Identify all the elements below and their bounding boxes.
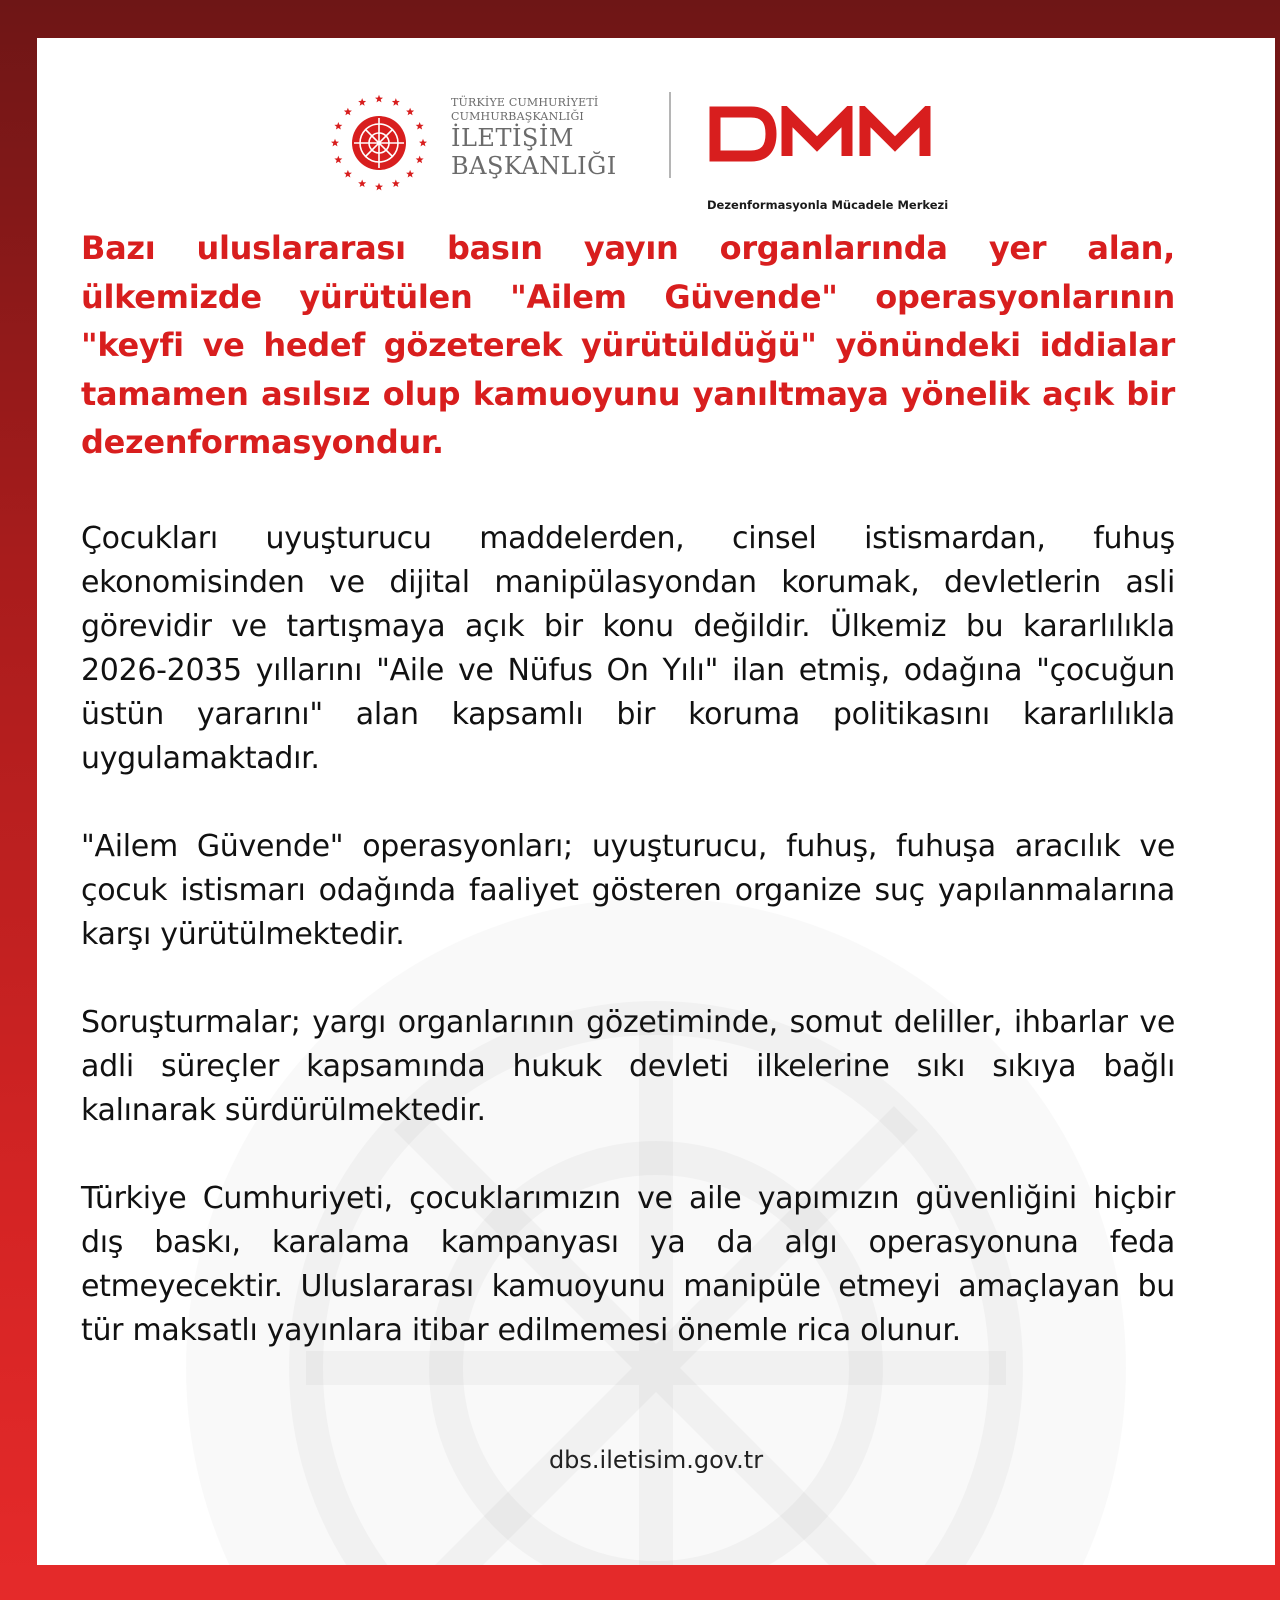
presidential-seal-emblem-icon	[324, 88, 434, 198]
emblem-star-icon	[406, 170, 414, 178]
paragraph-1: Çocukları uyuşturucu maddelerden, cinsel istismardan, fuhuş ekonomisinden ve dijital manipülasyondan korumak, devletlerin asli görevidir ve tartışmaya açık bir konu değildir. Ülkemiz bu kararlılıkla 2026-2035 yıllarını "Aile ve Nüfus On Yılı" ilan etmiş, odağına "çocuğun üstün yararını" alan kapsamlı bir koruma politikasını kararlılıkla uygulamaktadır.	[81, 520, 1175, 776]
paragraph-2: "Ailem Güvende" operasyonları; uyuşturucu, fuhuş, fuhuşa aracılık ve çocuk istismarı odağında faaliyet gösteren organize suç yapılanmalarına karşı yürütülmektedir.	[81, 828, 1175, 952]
logo-divider	[669, 92, 671, 178]
emblem-star-icon	[416, 156, 424, 164]
footer-url: dbs.iletisim.gov.tr	[548, 1446, 764, 1474]
org-line-2: CUMHURBAŞKANLIĞI	[451, 110, 584, 123]
emblem-star-icon	[419, 139, 427, 147]
paragraph-3: Soruşturmalar; yargı organlarının gözetiminde, somut deliller, ihbarlar ve adli süreçler kapsamında hukuk devleti ilkelerine sıkı sıkıya bağlı kalınarak sürdürülmektedir.	[81, 1004, 1175, 1128]
dmm-subtitle: Dezenformasyonla Mücadele Merkezi	[707, 198, 949, 212]
org-line-1: TÜRKİYE CUMHURİYETİ	[451, 96, 599, 109]
emblem-star-icon	[406, 108, 414, 116]
emblem-star-icon	[375, 95, 383, 103]
statement-content	[81, 224, 1175, 1353]
statement-card	[37, 38, 1275, 1565]
emblem-star-icon	[331, 139, 339, 147]
emblem-star-icon	[334, 156, 342, 164]
emblem-star-icon	[334, 122, 342, 130]
org-line-3: İLETİŞİM	[451, 124, 574, 152]
org-name-block	[451, 96, 641, 180]
dmm-logo-icon	[707, 106, 947, 162]
emblem-star-icon	[392, 179, 400, 187]
paragraph-4: Türkiye Cumhuriyeti, çocuklarımızın ve aile yapımızın güvenliğini hiçbir dış baskı, karalama kampanyası ya da algı operasyonuna feda etmeyecektir. Uluslararası kamuoyunu manipüle etmeyi amaçlayan bu tür maksatlı yayınlara itibar edilmemesi önemle rica olunur.	[81, 1180, 1175, 1348]
emblem-star-icon	[358, 98, 366, 106]
org-line-4: BAŞKANLIĞI	[451, 152, 617, 180]
emblem-star-icon	[375, 183, 383, 191]
header	[37, 88, 1275, 212]
emblem-star-icon	[344, 170, 352, 178]
emblem-star-icon	[416, 122, 424, 130]
emblem-star-icon	[392, 98, 400, 106]
headline: Bazı uluslararası basın yayın organlarında yer alan, ülkemizde yürütülen "Ailem Güvende" operasyonlarının "keyfi ve hedef gözeterek yürütüldüğü" yönündeki iddialar tamamen asılsız olup kamuoyunu yanıltmaya yönelik açık bir dezenformasyondur.	[81, 229, 1175, 461]
emblem-star-icon	[344, 108, 352, 116]
emblem-star-icon	[358, 179, 366, 187]
